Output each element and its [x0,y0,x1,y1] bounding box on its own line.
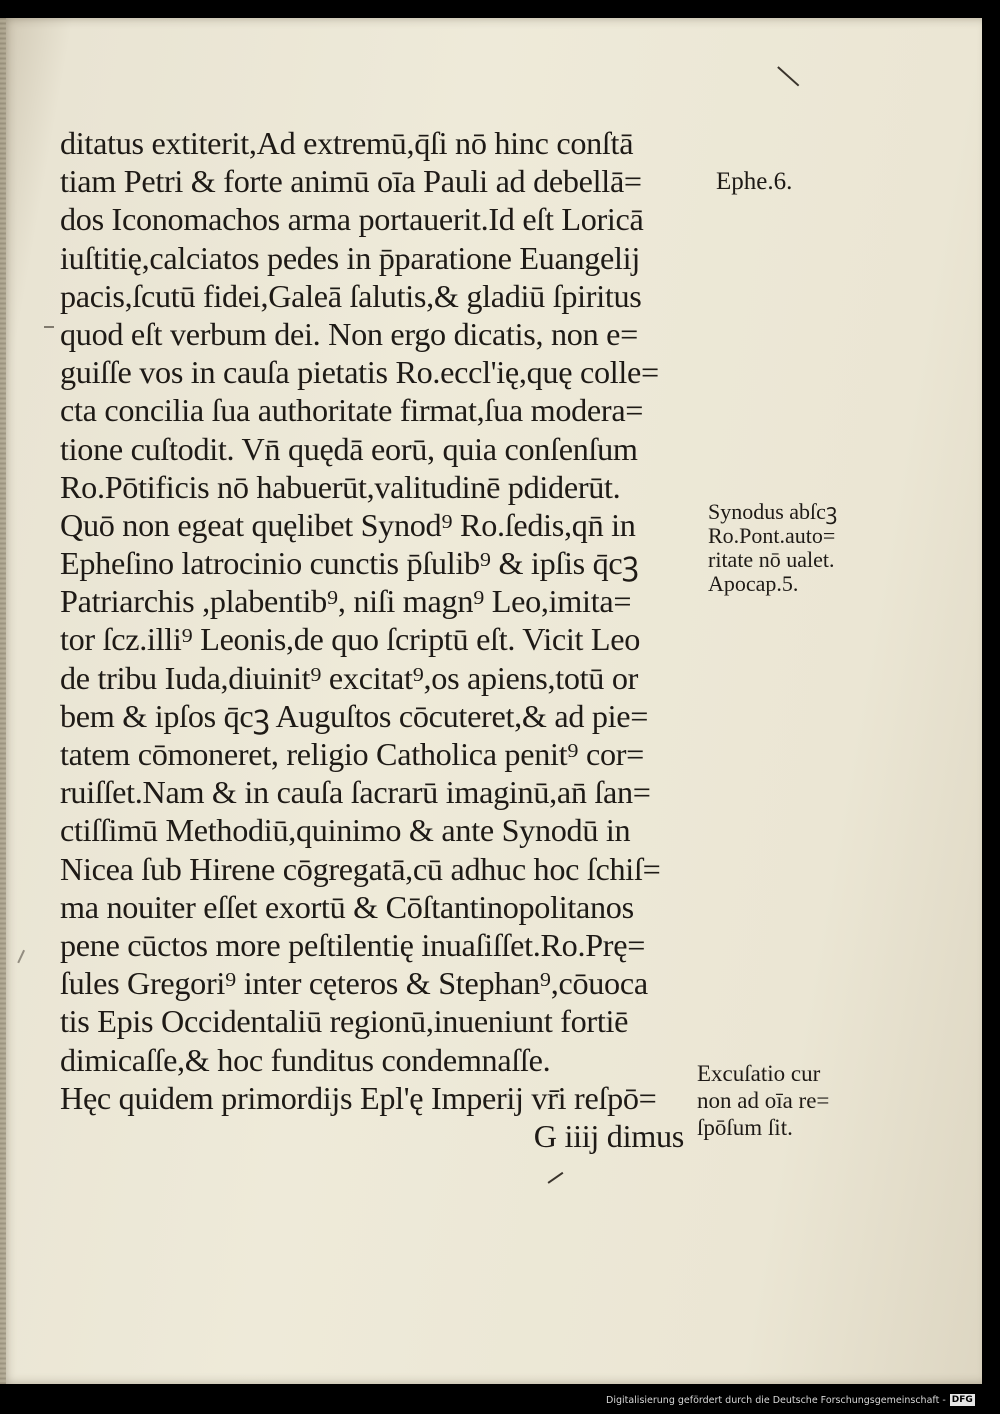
margin-note-line: ſpōſum ſit. [697,1115,793,1140]
text-line: Epheſino latrocinio cunctis p̄ſulib⁹ & ipſis q̄cꝫ [60,545,639,582]
footer-text: Digitalisierung gefördert durch die Deutsche Forschungsgemeinschaft - [606,1394,946,1406]
page-edge [0,18,6,1384]
text-line: dos Iconomachos arma portauerit.Id eſt Loricā [60,201,644,238]
footer-credit [606,1392,975,1408]
margin-note-line: Apocap.5. [708,571,799,596]
margin-note-synodus [708,500,908,596]
text-line: Patriarchis ,plabentib⁹, niſi magn⁹ Leo,imita= [60,583,632,620]
text-line: iuſtitię,calciatos pedes in p̄paratione Euangelij [60,239,640,276]
text-line: pene cūctos more peſtilentię inuaſiſſet.Ro.Prę= [60,926,646,963]
text-line: tiam Petri & forte animū oīa Pauli ad debellā= [60,163,642,200]
text-line: de tribu Iuda,diuinit⁹ excitat⁹,os apiens,totū or [60,659,639,696]
text-line: tione cuſtodit. Vn̄ quędā eorū, quia conſenſum [60,430,638,467]
margin-note-line: Excuſatio cur [697,1061,821,1086]
margin-note-line: ritate nō ualet. [708,547,835,572]
text-line: tor ſcz.illi⁹ Leonis,de quo ſcriptū eſt. Vicit Leo [60,621,641,658]
text-line: bem & ipſos q̄cꝫ Auguſtos cōcuteret,& ad pie= [60,697,649,734]
text-line: Quō non egeat quęlibet Synod⁹ Ro.ſedis,qn̄ in [60,506,636,543]
text-line: ctiſſimū Methodiū,quinimo & ante Synodū in [60,812,631,849]
text-line: ſules Gregori⁹ inter cęteros & Stephan⁹,cōuoca [60,965,648,1002]
margin-note-excusatio [697,1060,897,1141]
text-line: ma nouiter eſſet exortū & Cōſtantinopolitanos [60,888,634,925]
dfg-logo: DFG [951,1395,973,1405]
text-line: tatem cōmoneret, religio Catholica penit⁹ cor= [60,736,645,772]
margin-note-line: Ro.Pont.auto= [708,523,836,548]
text-line: tis Epis Occidentaliū regionū,inueniunt fortiē [60,1003,629,1040]
catchword-line: G iiij dimus [533,1117,684,1154]
margin-note-ephe: Ephe.6. [716,168,793,195]
text-line: guiſſe vos in cauſa pietatis Ro.eccl'ię,quę colle= [60,354,659,391]
text-line: pacis,ſcutū fidei,Galeā ſalutis,& gladiū ſpiritus [60,277,642,314]
margin-note-line: non ad oīa re= [697,1088,830,1113]
main-text-block [60,124,710,1155]
margin-note-line: Synodus abſcꝫ [708,499,838,524]
text-line: dimicaſſe,& hoc funditus condemnaſſe. [60,1041,551,1078]
text-line: Hęc quidem primordijs Epl'ę Imperij vr̄i reſpō= [60,1079,657,1116]
text-line: ruiſſet.Nam & in cauſa ſacrarū imaginū,an̄ ſan= [60,774,651,811]
text-line: Ro.Pōtificis nō habuerūt,valitudinē pdiderūt. [60,468,621,505]
ink-mark [44,326,54,328]
text-line: Nicea ſub Hirene cōgregatā,cū adhuc hoc ſchiſ= [60,850,661,887]
text-line: quod eſt verbum dei. Non ergo dicatis, non e= [60,315,638,352]
text-line: cta concilia ſua authoritate firmat,ſua modera= [60,392,644,429]
text-line: ditatus extiterit,Ad extremū,q̄ſi nō hinc conſtā [60,125,634,161]
